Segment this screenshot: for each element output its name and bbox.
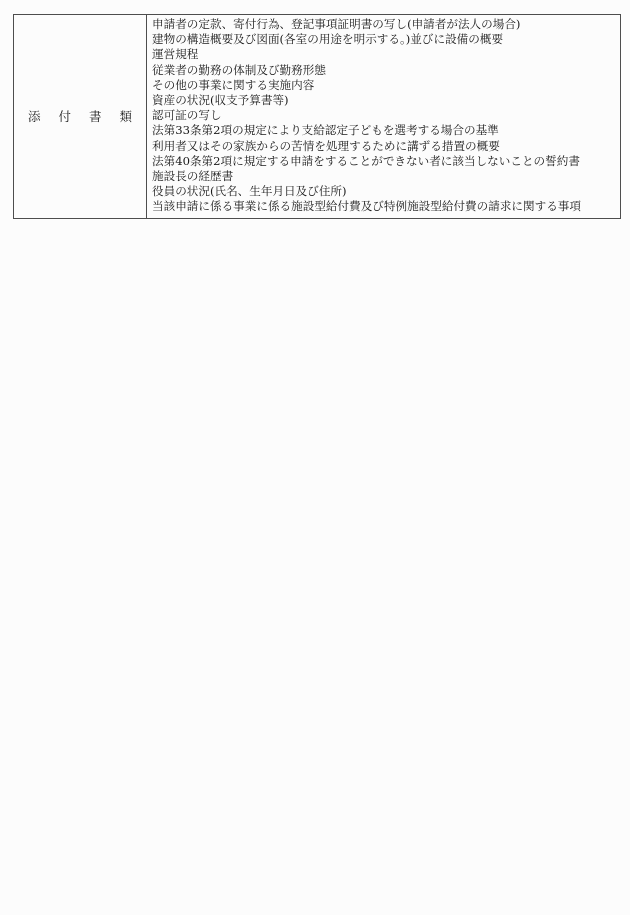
attachment-item: 当該申請に係る事業に係る施設型給付費及び特例施設型給付費の請求に関する事項 [152,199,581,214]
attachment-item: 認可証の写し [152,108,222,123]
attachment-item: 法第40条第2項に規定する申請をすることができない者に該当しないことの誓約書 [152,153,580,168]
attachment-item: 従業者の勤務の体制及び勤務形態 [152,62,326,77]
attachment-label-char: 類 [119,109,132,125]
attachment-item: 法第33条第2項の規定により支給認定子どもを選考する場合の基準 [152,123,499,138]
attachment-item: 施設長の経歴書 [152,169,234,184]
attachment-items-cell [147,15,620,218]
attachment-item: 利用者又はその家族からの苦情を処理するために講ずる措置の概要 [152,138,500,153]
attachment-label-cell [14,15,147,218]
attachment-item: 申請者の定款、寄付行為、登記事項証明書の写し(申請者が法人の場合) [152,17,521,31]
attachment-item: 資産の状況(収支予算書等) [152,93,289,108]
attachment-item: 役員の状況(氏名、生年月日及び住所) [152,184,347,199]
attachment-item: 運営規程 [152,47,199,62]
attachment-label-char: 添 [28,109,41,125]
attachment-label-char: 付 [58,109,71,125]
attachment-label-char: 書 [88,109,102,125]
attachment-item: 建物の構造概要及び図面(各室の用途を明示する。)並びに設備の概要 [152,32,504,47]
attachment-documents-table [13,14,621,219]
attachment-item: その他の事業に関する実施内容 [152,77,315,92]
attachment-label [28,107,132,125]
